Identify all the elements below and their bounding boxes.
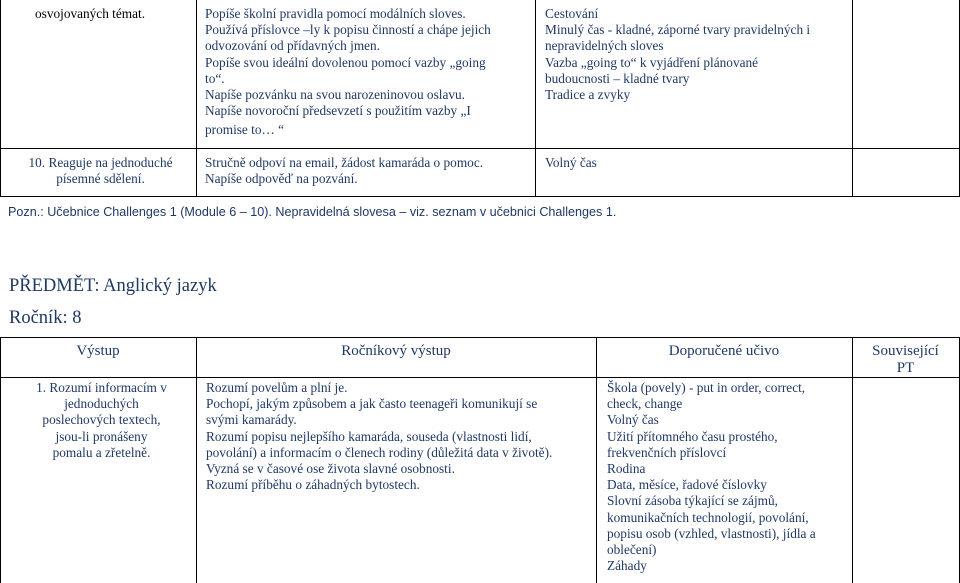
bottom-row-yearly-output: Rozumí povelům a plní je. Pochopí, jakým způsobem a jak často teenageři komunikují se svými kamarády. Rozumí popisu nejlepšího kamaráda, souseda (vlastnosti lidí, povolání) a informacím o členech rodiny (důležitá data v životě). Vyzná se v časové ose života slavné osobnosti. Rozumí příběhu o záhadných bytostech.: [206, 380, 553, 493]
top-table-divider-2: [535, 0, 536, 197]
top-table-bottom-border: [0, 196, 960, 197]
header-output: Výstup: [76, 343, 120, 359]
bottom-table-top-border: [0, 337, 960, 338]
top-row-b-yearly-output: Stručně odpoví na email, žádost kamaráda o pomoc. Napíše odpověď na pozvání.: [205, 155, 484, 187]
bottom-table-divider-2: [596, 337, 597, 583]
bottom-table-divider-1: [196, 337, 197, 583]
footnote: Pozn.: Učebnice Challenges 1 (Module 6 – 10). Nepravidelná slovesa – viz. seznam v učebnici Challenges 1.: [8, 205, 617, 219]
bottom-row-curriculum: Škola (povely) - put in order, correct, check, change Volný čas Užití přítomného času prostého, frekvenčních příslovcí Rodina Data, měsíce, řadové číslovky Slovní zásoba týkající se zájmů, komunikačních technologií, povolání, popisu osob (vzhled, vlastnosti), jídla a oblečení) Záhady: [607, 380, 816, 574]
grade-label: Ročník: 8: [9, 308, 82, 328]
top-row-b-output: 10. Reaguje na jednoduché písemné sdělení.: [28, 155, 173, 187]
header-curriculum: Doporučené učivo: [668, 343, 780, 359]
bottom-table-header-separator: [0, 377, 960, 378]
subject-title: PŘEDMĚT: Anglický jazyk: [9, 276, 217, 296]
top-row-a-yearly-output: Popíše školní pravidla pomocí modálních sloves. Používá příslovce –ly k popisu činností a chápe jejich odvozování od přídavných jmen. Popíše svou ideální dovolenou pomocí vazby „going to“. Napíše pozvánku na svou narozeninovou oslavu. Napíše novoroční předsevzetí s použitím vazby „I promise to… “: [205, 6, 491, 138]
top-table-row-separator: [0, 148, 960, 149]
header-yearly-output: Ročníkový výstup: [341, 343, 451, 359]
top-row-a-output: osvojovaných témat.: [35, 6, 146, 21]
top-table-divider-1: [196, 0, 197, 197]
bottom-row-output: 1. Rozumí informacím v jednoduchých poslechových textech, jsou-li pronášeny pomalu a zřetelně.: [36, 380, 167, 460]
top-row-b-curriculum: Volný čas: [545, 155, 597, 170]
top-table-left-border: [0, 0, 1, 197]
top-table-divider-3: [852, 0, 853, 197]
header-related: Související PT: [872, 343, 939, 376]
top-row-a-curriculum: Cestování Minulý čas - kladné, záporné tvary pravidelných i nepravidelných sloves Vazba „going to“ k vyjádření plánované budoucnosti – kladné tvary Tradice a zvyky: [545, 6, 811, 103]
bottom-table-left-border: [0, 337, 1, 583]
